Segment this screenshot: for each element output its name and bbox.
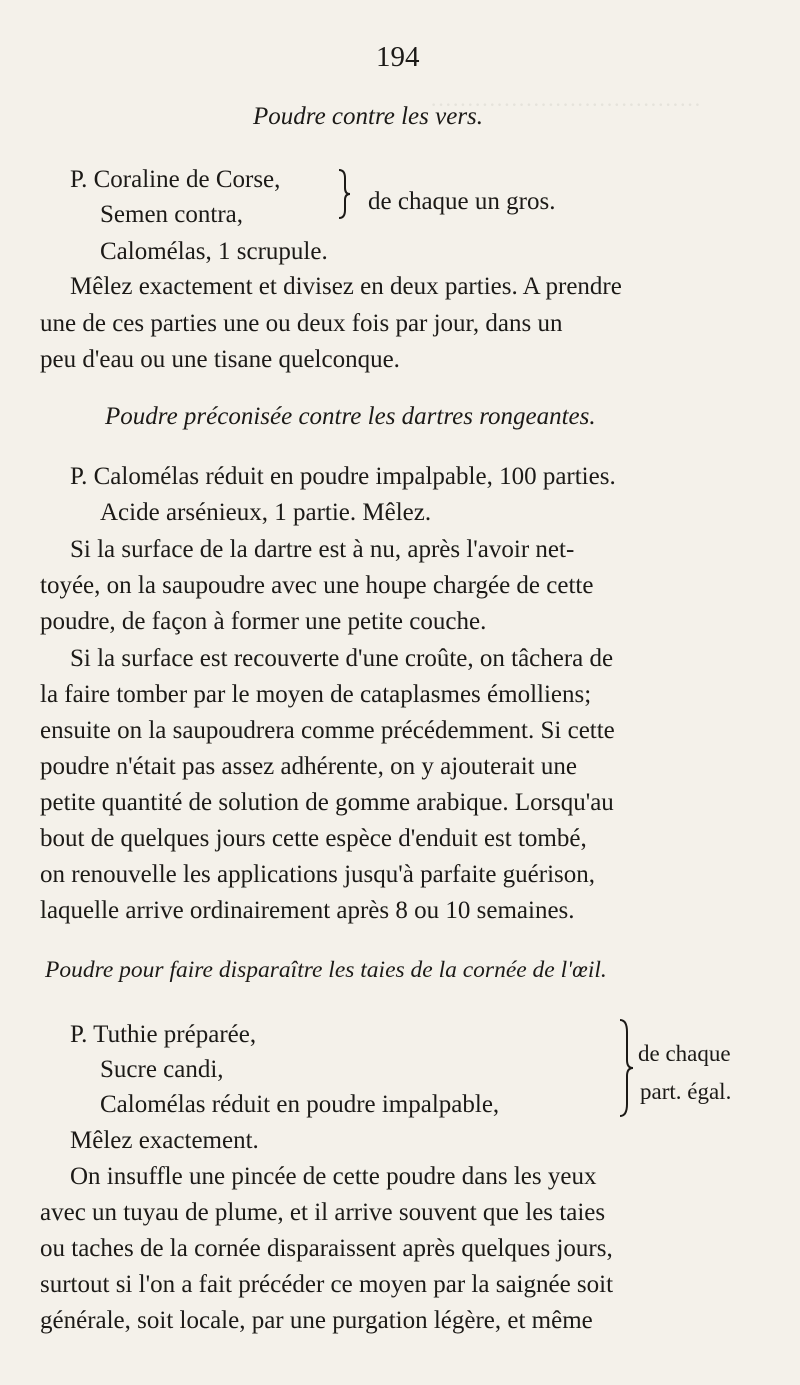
page-number: 194 bbox=[376, 41, 420, 73]
paragraph-line: générale, soit locale, par une purgation légère, et même bbox=[40, 1307, 593, 1334]
ingredient-line: P. Coraline de Corse, bbox=[70, 166, 281, 193]
paragraph-line: poudre, de façon à former une petite couche. bbox=[40, 608, 487, 635]
section-title: Poudre préconisée contre les dartres rongeantes. bbox=[105, 403, 596, 430]
dose-note: de chaque bbox=[638, 1041, 731, 1066]
ingredient-line: Sucre candi, bbox=[100, 1056, 224, 1083]
ingredient-line: Acide arsénieux, 1 partie. Mêlez. bbox=[100, 499, 432, 526]
paragraph-line: Mêlez exactement et divisez en deux parties. A prendre bbox=[70, 273, 622, 300]
paragraph-line: Si la surface est recouverte d'une croûte, on tâchera de bbox=[70, 645, 614, 672]
paragraph-line: surtout si l'on a fait précéder ce moyen par la saignée soit bbox=[40, 1271, 614, 1298]
bleed-through: ····································· bbox=[430, 92, 702, 117]
dose-note: part. égal. bbox=[640, 1079, 732, 1104]
paragraph-line: toyée, on la saupoudre avec une houpe chargée de cette bbox=[40, 572, 594, 599]
paragraph-line: petite quantité de solution de gomme arabique. Lorsqu'au bbox=[40, 789, 614, 816]
paragraph-line: la faire tomber par le moyen de cataplasmes émolliens; bbox=[40, 681, 592, 708]
ingredient-line: P. Calomélas réduit en poudre impalpable, 100 parties. bbox=[70, 463, 616, 490]
ingredient-line: P. Tuthie préparée, bbox=[70, 1021, 257, 1048]
paragraph-line: Si la surface de la dartre est à nu, après l'avoir net- bbox=[70, 536, 575, 563]
paragraph-line: laquelle arrive ordinairement après 8 ou 10 semaines. bbox=[40, 897, 575, 924]
ingredient-line: Semen contra, bbox=[100, 201, 244, 228]
paragraph-line: on renouvelle les applications jusqu'à parfaite guérison, bbox=[40, 861, 596, 888]
paragraph-line: bout de quelques jours cette espèce d'enduit est tombé, bbox=[40, 825, 587, 852]
paragraph-line: une de ces parties une ou deux fois par jour, dans un bbox=[40, 310, 563, 337]
paragraph-line: ensuite on la saupoudrera comme précédemment. Si cette bbox=[40, 717, 615, 744]
section-title: Poudre contre les vers. bbox=[253, 103, 484, 130]
curly-brace bbox=[336, 168, 352, 220]
section-title: Poudre pour faire disparaître les taies de la cornée de l'œil. bbox=[45, 957, 607, 983]
paragraph-line: poudre n'était pas assez adhérente, on y ajouterait une bbox=[40, 753, 577, 780]
paragraph-line: ou taches de la cornée disparaissent après quelques jours, bbox=[40, 1235, 613, 1262]
dose-note: de chaque un gros. bbox=[368, 188, 556, 215]
curly-brace bbox=[617, 1018, 635, 1118]
paragraph-line: avec un tuyau de plume, et il arrive souvent que les taies bbox=[40, 1199, 606, 1226]
ingredient-line: Calomélas réduit en poudre impalpable, bbox=[100, 1091, 500, 1118]
paragraph-line: On insuffle une pincée de cette poudre dans les yeux bbox=[70, 1163, 597, 1190]
paragraph-line: peu d'eau ou une tisane quelconque. bbox=[40, 346, 400, 373]
paragraph-line: Mêlez exactement. bbox=[70, 1127, 259, 1154]
ingredient-line: Calomélas, 1 scrupule. bbox=[100, 238, 328, 265]
